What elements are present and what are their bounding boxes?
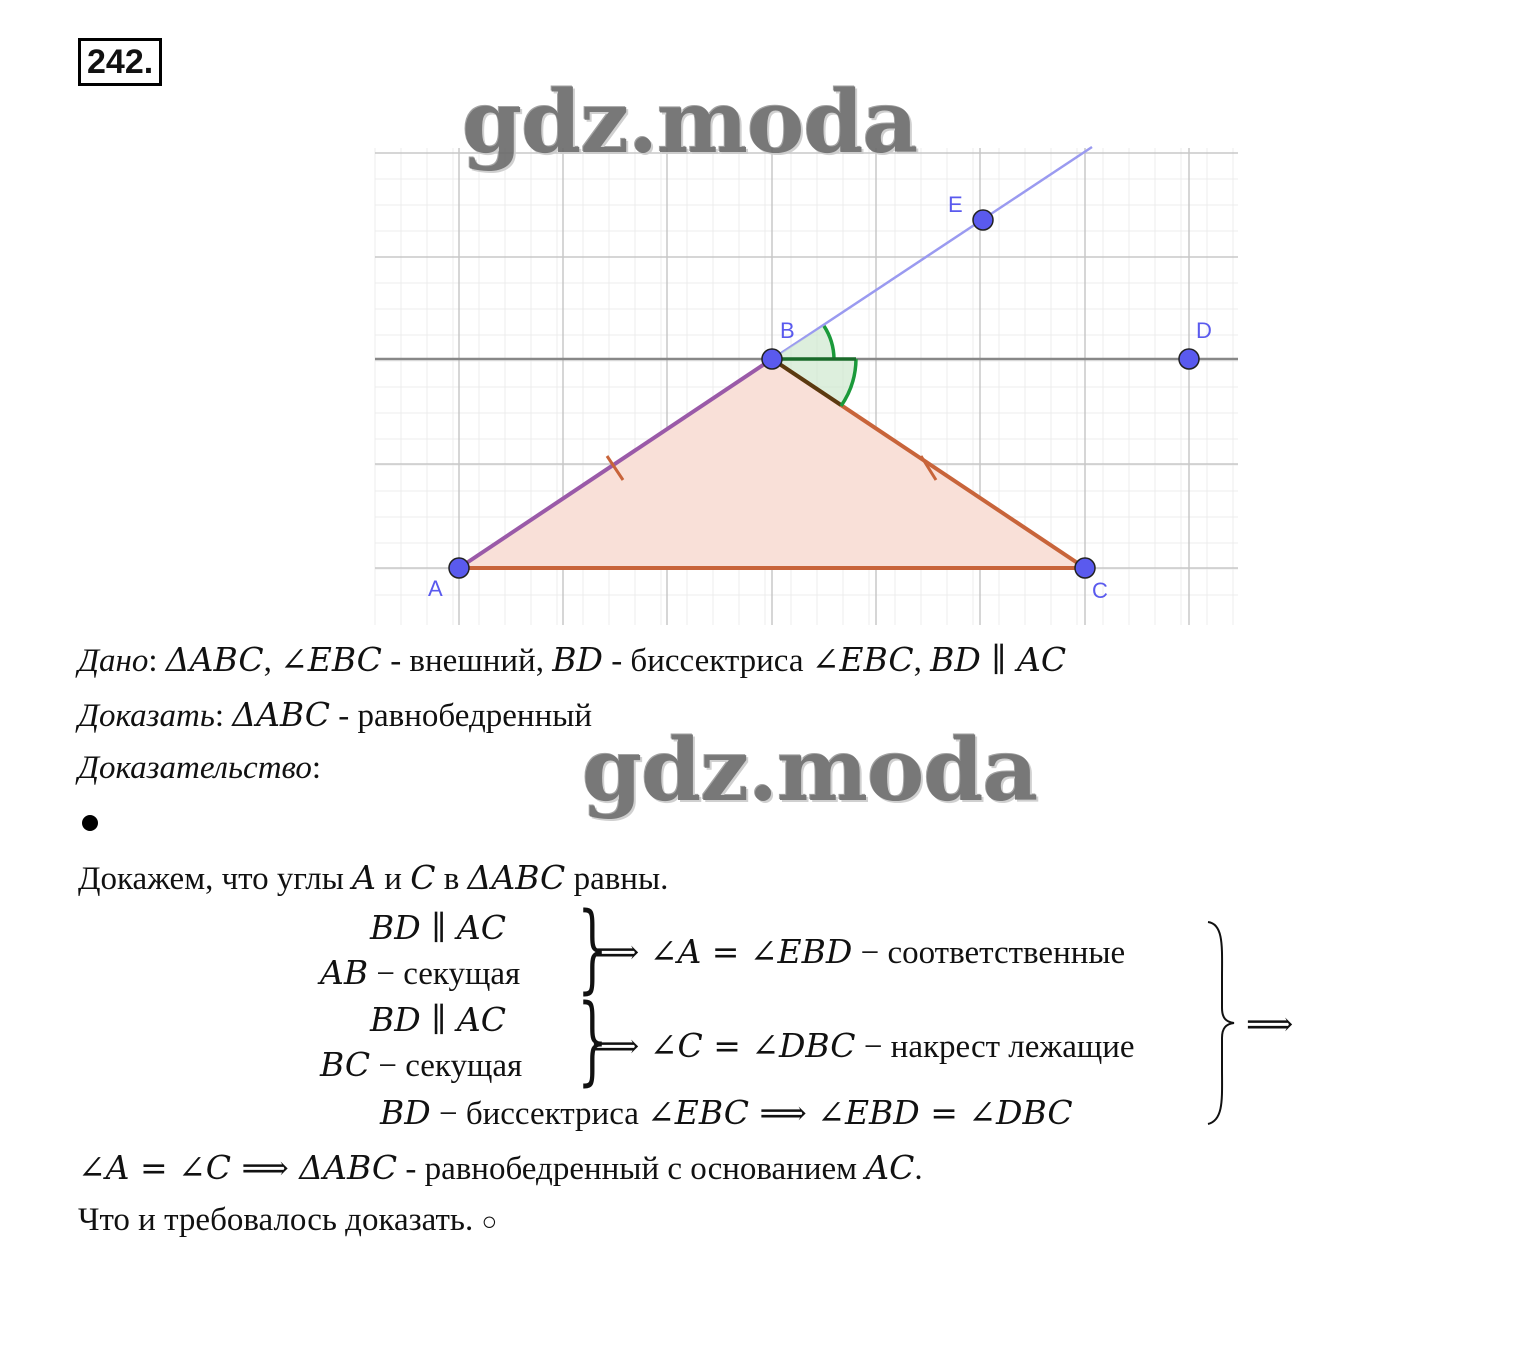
system-row2b: BC − секущая [320, 1045, 523, 1084]
conclusion-line: ∠A = ∠C ⟹ ΔABC - равнобедренный с основанием AC. [78, 1148, 923, 1187]
label-a: A [428, 576, 443, 601]
system-row1b: AB − секущая [320, 953, 521, 992]
label-e: E [948, 192, 963, 217]
label-d: D [1196, 318, 1212, 343]
system-row1a: BD ∥ AC [370, 908, 507, 947]
label-c: C [1092, 578, 1108, 603]
intro-line: Докажем, что углы A и C в ΔABC равны. [78, 858, 669, 897]
system-row1-result: ⟹ ∠A = ∠EBD − соответственные [592, 932, 1126, 971]
problem-number: 242. [78, 38, 162, 86]
system-row2-result: ⟹ ∠C = ∠DBC − накрест лежащие [592, 1026, 1135, 1065]
geometry-figure [370, 140, 1250, 640]
proof-label: Доказательство [78, 750, 312, 786]
watermark: gdz.moda [462, 72, 918, 173]
qed-line: Что и требовалось доказать. ○ [78, 1202, 498, 1238]
watermark-center: gdz.moda [582, 720, 1038, 821]
point-b [762, 349, 782, 369]
point-e [973, 210, 993, 230]
given-triangle: ΔABC [165, 640, 264, 679]
big-brace [1200, 918, 1240, 1128]
prove-line: Доказать: ΔABC - равнобедренный [78, 695, 593, 734]
prove-label: Доказать [78, 698, 215, 734]
system-row2a: BD ∥ AC [370, 1000, 507, 1039]
point-c [1075, 558, 1095, 578]
point-a [449, 558, 469, 578]
given-label: Дано [78, 643, 149, 679]
system-row3: BD − биссектриса ∠EBC ⟹ ∠EBD = ∠DBC [380, 1093, 1073, 1132]
proof-line: Доказательство: [78, 750, 322, 786]
bullet [82, 815, 98, 831]
point-d [1179, 349, 1199, 369]
brace-2: } [577, 984, 608, 1096]
label-b: B [780, 318, 795, 343]
given-line: Дано: ΔABC, ∠EBC - внешний, BD - биссектриса ∠EBC, BD ∥ AC [78, 640, 1067, 679]
qed-symbol: ○ [481, 1207, 498, 1236]
brace-1: } [577, 892, 608, 1004]
system-implies: ⟹ [1246, 1004, 1294, 1043]
